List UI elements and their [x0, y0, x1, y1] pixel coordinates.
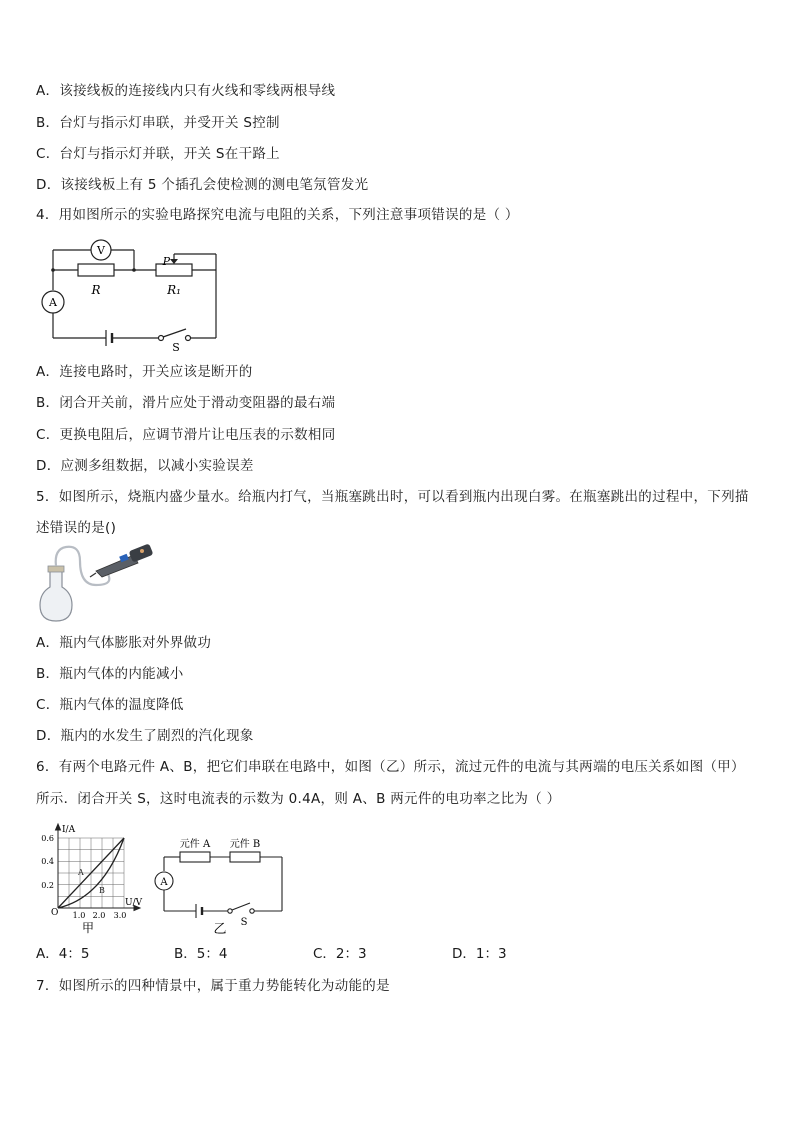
q7-stem: 7．如图所示的四种情景中，属于重力势能转化为动能的是: [36, 978, 390, 994]
origin-label: O: [51, 908, 59, 918]
q5-option-d: D．瓶内的水发生了剧烈的汽化现象: [36, 728, 254, 744]
y-axis-label: I/A: [62, 825, 76, 835]
q5-flask-pump-figure: [36, 541, 156, 625]
ammeter-6-label: A: [160, 877, 168, 888]
x-tick-2.0: 2.0: [92, 911, 106, 920]
q4-option-b: B．闭合开关前，滑片应处于滑动变阻器的最右端: [36, 395, 336, 411]
x-axis-label: U/V: [125, 898, 143, 908]
resistor-r: [78, 264, 114, 276]
q6-option-b: B．5：4: [174, 946, 228, 962]
q5-stem-line2: 述错误的是(): [36, 520, 117, 536]
q4-stem: 4．用如图所示的实验电路探究电流与电阻的关系，下列注意事项错误的是（ ）: [36, 207, 519, 223]
q3-option-d: D．该接线板上有 5 个插孔会使检测的测电笔氖管发光: [36, 177, 369, 193]
q4-circuit-figure: [36, 232, 226, 354]
voltmeter-label: V: [97, 244, 105, 257]
q5-option-b: B．瓶内气体的内能减小: [36, 666, 184, 682]
graph-caption: 甲: [81, 921, 95, 935]
curve-b-label: B: [99, 886, 105, 895]
rheostat-label: R₁: [167, 283, 181, 297]
switch-pivot: [159, 336, 164, 341]
q4-option-c: C．更换电阻后，应调节滑片让电压表的示数相同: [36, 427, 336, 443]
element-a: [180, 852, 210, 862]
element-b: [230, 852, 260, 862]
q4-option-a: A．连接电路时，开关应该是断开的: [36, 364, 253, 380]
ammeter-label: A: [49, 296, 57, 309]
q5-option-a: A．瓶内气体膨胀对外界做功: [36, 635, 212, 651]
q3-option-b: B．台灯与指示灯串联，并受开关 S控制: [36, 115, 280, 131]
switch-label: S: [172, 341, 180, 354]
pump-icon: [90, 543, 153, 577]
q3-option-a: A．该接线板的连接线内只有火线和零线两根导线: [36, 83, 336, 99]
q5-stem-line1: 5．如图所示，烧瓶内盛少量水。给瓶内打气，当瓶塞跳出时，可以看到瓶内出现白雾。在瓶塞跳出的过程中，下列描: [36, 489, 749, 505]
slider-label: P: [162, 255, 170, 268]
q6-option-c: C．2：3: [313, 946, 367, 962]
x-tick-3.0: 3.0: [113, 911, 127, 920]
y-tick-0.6: 0.6: [41, 834, 54, 843]
stopper: [48, 566, 64, 572]
element-b-label: 元件 B: [229, 839, 261, 850]
q3-option-c: C．台灯与指示灯并联，开关 S在干路上: [36, 146, 280, 162]
y-tick-0.2: 0.2: [41, 881, 54, 890]
q6-option-d: D．1：3: [452, 946, 507, 962]
q6-option-a: A．4：5: [36, 946, 90, 962]
element-a-label: 元件 A: [179, 839, 211, 850]
q6-stem-line1: 6．有两个电路元件 A、B，把它们串联在电路中，如图（乙）所示，流过元件的电流与其两端的电压关系如图（甲）: [36, 759, 745, 775]
circuit-caption: 乙: [213, 922, 227, 937]
resistor-label: R: [91, 283, 101, 297]
flask-icon: [40, 566, 72, 621]
y-tick-0.4: 0.4: [41, 857, 54, 866]
q4-option-d: D．应测多组数据，以减小实验误差: [36, 458, 254, 474]
slider-arrow: [170, 259, 178, 264]
switch-6-label: S: [240, 917, 248, 928]
rheostat: [156, 264, 192, 276]
q6-stem-line2: 所示．闭合开关 S，这时电流表的示数为 0.4A，则 A、B 两元件的电功率之比为（ ）: [36, 791, 561, 807]
q6-series-circuit: [150, 833, 286, 937]
x-tick-1.0: 1.0: [72, 911, 86, 920]
q5-option-c: C．瓶内气体的温度降低: [36, 697, 184, 713]
curve-a-label: A: [78, 868, 84, 877]
q6-iu-graph: [36, 818, 148, 938]
switch-blade: [163, 329, 186, 337]
